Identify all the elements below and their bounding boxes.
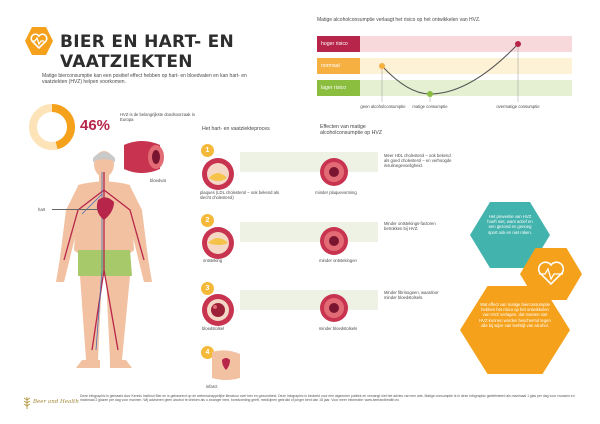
risk-x-label-moderate: matige consumptie: [412, 104, 448, 109]
body-illustration: [38, 150, 168, 382]
step-band-2: [240, 222, 378, 242]
risk-x-label-excessive: overmatige consumptie: [496, 104, 540, 109]
stat-text: HVZ is de belangrijkste doodsoorzaak in Europa: [120, 112, 195, 123]
step-label-2: ontsteking: [203, 258, 223, 263]
step-note-2: Minder ontstekings-factoren betrokken bij HVZ.: [384, 221, 436, 232]
orange-hex-text: Wat effect van matige bierconsumptie hebben het risico op het ontwikkelen van HVZ verlagen, dat moeten niet HVZ kunnen worden beschermd tegen alle bij wijze van leefstijl van alcohol.: [479, 302, 551, 328]
inflamed-artery-icon: [200, 225, 236, 261]
column-header-effects: Effecten van matige alcoholconsumptie op HVZ: [320, 124, 382, 137]
risk-level-high: hoger risico: [317, 36, 360, 52]
step-band-1: [240, 152, 378, 172]
reduced-clot-artery-icon: [318, 292, 350, 324]
risk-level-low: lager risico: [317, 80, 360, 96]
step-note-3: Minder fibrinogeen, waardoor minder bloedstolsels.: [384, 290, 439, 301]
step-label-4: infarct: [206, 384, 218, 389]
step-effect-1: minder plaquevorming: [315, 190, 357, 195]
blood-clot-artery-icon: [200, 292, 236, 328]
reduced-inflammation-artery-icon: [318, 225, 350, 257]
step-number-3: 3: [201, 282, 214, 295]
label-hart: hart: [38, 207, 46, 212]
risk-curve: [360, 36, 572, 102]
label-hart-line: [52, 209, 98, 210]
step-number-1: 1: [201, 144, 214, 157]
risk-heading: Matige alcoholconsumptie verlaagt het risico op het ontwikkelen van HVZ.: [317, 17, 481, 23]
risk-x-label-none: geen alcoholconsumptie: [360, 104, 406, 109]
risk-level-normal: normaal: [317, 58, 360, 74]
step-number-2: 2: [201, 214, 214, 227]
step-label-1: plaques (LDL cholesterol – ook bekend als slecht cholesterol): [200, 190, 279, 201]
blood-vessel-illustration: [118, 135, 166, 177]
teal-hex-text: Het preventie van HVZ hoeft niet, want actief en een gezond en genoeg sport ook en niet roken.: [487, 214, 533, 235]
label-bloedvat: bloedvat: [150, 178, 166, 183]
logo-text: Beer and Health: [33, 399, 79, 405]
page-title: BIER EN HART- EN VAATZIEKTEN: [60, 32, 235, 72]
column-header-process: Het hart- en vaatziekteproces: [202, 126, 270, 132]
beer-and-health-logo: [22, 396, 79, 410]
stat-donut: [28, 103, 76, 151]
heart-logo-icon: [24, 26, 54, 56]
heart-attack-icon: [206, 346, 246, 382]
step-number-4: 4: [201, 346, 214, 359]
reduced-plaque-artery-icon: [318, 156, 350, 188]
footer-text: Deze infographic is gemaakt door Kennis Instituut Bier en is gebaseerd op de wetenschappelijke literatuur over bier en gezondheid. Deze infographic is bedoeld voor een algemeen publiek en vervangt niet het advies van een arts. Matige consumptie is in deze infographic gedefinieerd als maximaal 1 glas per dag voor vrouwen en maximaal 2 glazen per dag voor mannen. Wij adviseren geen alcohol te drinken als u zwanger bent, borstvoeding geeft, medicijnen gebruikt of jonger bent dan 18 jaar. Voor meer informatie: www.beerandhealth.eu: [80, 394, 575, 403]
step-effect-2: minder ontstekingen: [319, 258, 357, 263]
stat-percent: 46%: [80, 117, 111, 134]
step-note-1: Meer HDL cholesterol – ook bekend als goed cholesterol – en verhoogde insulinegevoeligheid.: [384, 153, 452, 169]
intro-text: Matige bierconsumptie kan een positief effect hebben op hart- en bloedvaten en kan hart- en vaatziekten (HVZ) helpen voorkomen.: [42, 73, 247, 86]
step-band-3: [240, 290, 378, 310]
heartbeat-icon: [536, 258, 566, 288]
plaque-artery-icon: [200, 156, 236, 192]
step-label-3: bloedstolsel: [202, 326, 225, 331]
step-effect-3: minder bloedstolsels: [318, 326, 358, 331]
